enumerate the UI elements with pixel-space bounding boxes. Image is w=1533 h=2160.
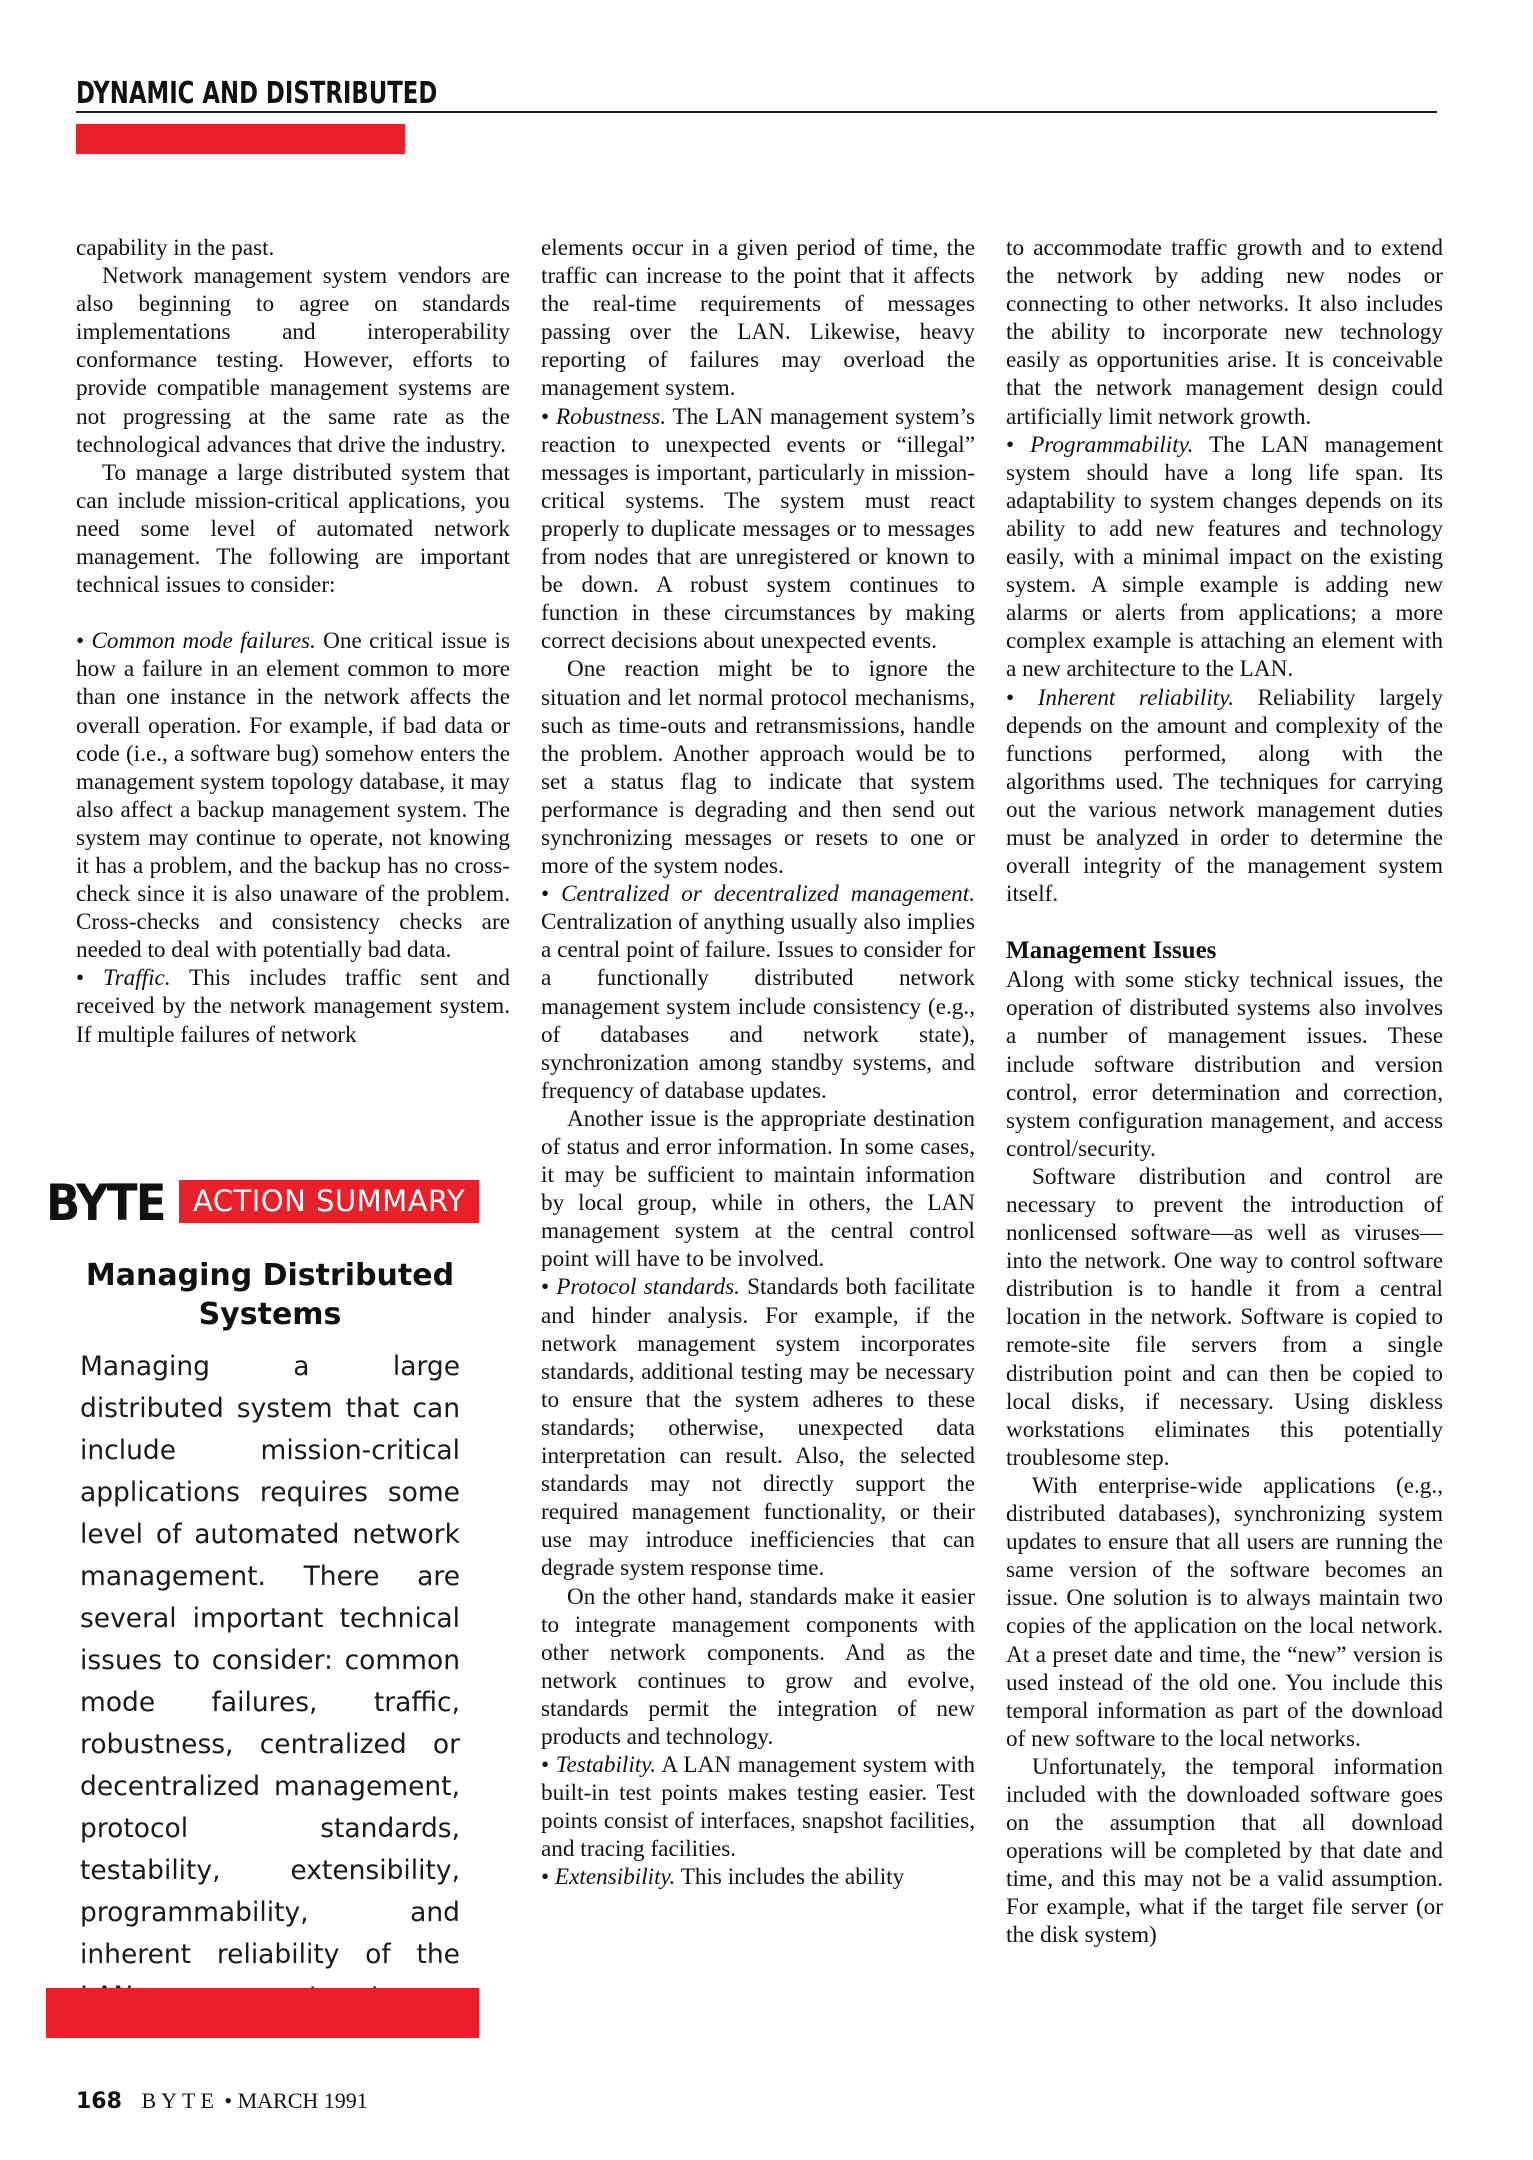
bullet-title: Testability. xyxy=(555,1752,657,1779)
section-heading: Management Issues xyxy=(1006,937,1217,965)
paragraph: Another issue is the appropriate destination of status and error information. In some cases, it may be sufficient to maintain information by local group, while in others, the LAN management system at the central control point will have to be involved. xyxy=(541,1105,975,1273)
bullet-protocol-standards: • Protocol standards. Standards both facilitate and hinder analysis. For example, if the network management system incorporates standards, additional testing may be necessary to ensure that the system adheres to these standards; otherwise, unexpected data interpretation can result. Also, the selected standards may not directly support the required management functionality, or their use may introduce inefficiencies that can degrade system response time. xyxy=(541,1274,975,1582)
bullet-title: Robustness. xyxy=(555,403,667,430)
issue-date: MARCH 1991 xyxy=(237,2088,368,2113)
paragraph: To manage a large distributed system that can include mission-critical applications, you need some level of automated network management. The following are important technical issues to consider: xyxy=(76,459,510,599)
action-summary-badge: ACTION SUMMARY xyxy=(179,1180,479,1223)
bullet-extensibility: • Extensibility. This includes the ability xyxy=(541,1864,905,1891)
bullet-traffic: • Traffic. This includes traffic sent and received by the network management system. If multiple failures of network xyxy=(76,965,510,1048)
bullet-testability: • Testability. A LAN management system with built-in test points makes testing easier. Test points consist of interfaces, snapshot facilities, and tracing facilities. xyxy=(541,1752,976,1863)
bullet-title: Programmability. xyxy=(1030,431,1194,458)
section-header: DYNAMIC AND DISTRIBUTED xyxy=(76,76,438,111)
paragraph: Network management system vendors are also beginning to agree on standards implementations and interoperability conformance testing. However, efforts to provide compatible management systems are not progressing at the same rate as the technological advances that drive the industry. xyxy=(76,263,510,458)
bullet-text: The LAN management system should have a long life span. Its adaptability to system changes depends on its ability to add new features and technology easily, with a minimal impact on the existing system. A simple example is adding new alarms or alerts from applications; a more complex example is attaching an element with a new architecture to the LAN. xyxy=(1006,431,1444,683)
bullet-common-mode-failures: • Common mode failures. One critical issue is how a failure in an element common to more than one instance in the network affects the overall operation. For example, if bad data or code (i.e., a software bug) somehow enters the management system topology database, it may also affect a backup management system. The system may continue to operate, not knowing it has a problem, and the backup has no cross-check since it is also unaware of the problem. Cross-checks and consistency checks are needed to deal with potentially bad data. xyxy=(76,628,510,964)
bullet-text: The LAN management system’s reaction to unexpected events or “illegal” messages is important, particularly in mission-critical systems. The system must react properly to duplicate messages or to messages from nodes that are unregistered or known to be down. A robust system continues to function in these circumstances by making correct decisions about unexpected events. xyxy=(541,403,976,655)
bullet-title: Centralized or decentralized management. xyxy=(561,881,975,908)
paragraph: capability in the past. xyxy=(76,235,275,261)
footer-separator: • xyxy=(224,2088,233,2113)
paragraph: elements occur in a given period of time, the traffic can increase to the point that it affects the real-time requirements of messages passing over the LAN. Likewise, heavy reporting of failures may overload the management system. xyxy=(541,235,975,402)
summary-accent-bar xyxy=(46,1988,479,2038)
paragraph: With enterprise-wide applications (e.g., distributed databases), synchronizing system updates to ensure that all users are running the same version of the software becomes an issue. One solution is to always maintain two copies of the application on the local network. At a preset date and time, the “new” version is used instead of the old one. You include this temporal information as part of the download of new software to the local networks. xyxy=(1006,1472,1443,1752)
magazine-name: BYTE xyxy=(141,2088,219,2113)
bullet-title: Common mode failures. xyxy=(91,628,316,655)
summary-title: Managing Distributed Systems xyxy=(85,1258,455,1332)
paragraph: One reaction might be to ignore the situation and let normal protocol mechanisms, such as time-outs and retransmissions, handle the problem. Another approach would be to set a status flag to indicate that system performance is degrading and then send out synchronizing messages or resets to one or more of the system nodes. xyxy=(541,656,975,880)
page-footer xyxy=(76,2088,368,2114)
bullet-text: Standards both facilitate and hinder analysis. For example, if the network management system incorporates standards, additional testing may be necessary to ensure that the system adheres to these standards; otherwise, unexpected data interpretation can result. Also, the selected standards may not directly support the required management functionality, or their use may introduce inefficiencies that can degrade system response time. xyxy=(541,1274,975,1582)
paragraph: to accommodate traffic growth and to extend the network by adding new nodes or connecting to other networks. It also includes the ability to incorporate new technology easily as opportunities arise. It is conceivable that the network management design could artificially limit network growth. xyxy=(1006,235,1443,430)
paragraph: Software distribution and control are necessary to prevent the introduction of nonlicensed software—as well as viruses—into the network. One way to control software distribution is to handle it from a central location in the network. Software is copied to remote-site file servers from a single distribution point and can then be copied to local disks, if necessary. Using diskless workstations eliminates this potentially troublesome step. xyxy=(1006,1163,1443,1471)
bullet-text: One critical issue is how a failure in an element common to more than one instance in the network affects the overall operation. For example, if bad data or code (i.e., a software bug) somehow enters the management system topology database, it may also affect a backup management system. The system may continue to operate, not knowing it has a problem, and the backup has no cross-check since it is also unaware of the problem. Cross-checks and consistency checks are needed to deal with potentially bad data. xyxy=(76,628,510,964)
summary-body: Managing a large distributed system that can include mission-critical applications requires some level of automated network management. There are several important technical issues to consider: common mode failures, traffic, robustness, centralized or decentralized management, protocol standards, testability, extensibility, programmability, and inherent reliability of the xyxy=(80,1351,460,1970)
page-number: 168 xyxy=(76,2089,122,2114)
paragraph: Unfortunately, the temporal information included with the downloaded software goes on the assumption that all download operations will be completed by that date and time, and this may not be a valid assumption. For example, what if the target file server (or the disk system) xyxy=(1006,1753,1443,1949)
byte-logo: BYTE xyxy=(46,1174,165,1232)
column-1 xyxy=(76,234,510,1049)
header-rule xyxy=(76,111,1437,113)
bullet-robustness: • Robustness. The LAN management system’s reaction to unexpected events or “illegal” messages is important, particularly in mission-critical systems. The system must react properly to duplicate messages or to messages from nodes that are unregistered or known to be down. A robust system continues to function in these circumstances by making correct decisions about unexpected events. xyxy=(541,403,976,655)
bullet-programmability: • Programmability. The LAN management system should have a long life span. Its adaptability to system changes depends on its ability to add new features and technology easily, with a minimal impact on the existing system. A simple example is adding new alarms or alerts from applications; a more complex example is attaching an element with a new architecture to the LAN. xyxy=(1006,431,1444,683)
header-accent-bar xyxy=(76,124,405,154)
bullet-text: This includes the ability xyxy=(675,1864,905,1891)
bullet-title: Inherent reliability. xyxy=(1037,684,1235,711)
paragraph: Along with some sticky technical issues, the operation of distributed systems also involves a number of management issues. These include software distribution and version control, error determination and correction, system configuration management, and access control/security. xyxy=(1006,967,1443,1162)
column-3 xyxy=(1006,234,1443,1950)
bullet-text: Reliability largely depends on the amount and complexity of the functions performed, along with the algorithms used. The techniques for carrying out the various network management duties must be analyzed in order to determine the overall integrity of the management system itself. xyxy=(1006,684,1444,908)
bullet-inherent-reliability: • Inherent reliability. Reliability largely depends on the amount and complexity of the functions performed, along with the algorithms used. The techniques for carrying out the various network management duties must be analyzed in order to determine the overall integrity of the management system itself. xyxy=(1006,684,1444,908)
bullet-text: This includes traffic sent and received by the network management system. If multiple failures of network xyxy=(76,965,510,1048)
bullet-text: Centralization of anything usually also implies a central point of failure. Issues to consider for a functionally distributed network management system include consistency (e.g., of databases and network state), synchronization among standby systems, and frequency of database updates. xyxy=(541,909,975,1104)
bullet-title: Traffic. xyxy=(102,965,171,992)
bullet-title: Protocol standards. xyxy=(556,1274,740,1301)
bullet-title: Extensibility. xyxy=(554,1864,676,1891)
paragraph: On the other hand, standards make it easier to integrate management components with other network components. And as the network continues to grow and evolve, standards permit the integration of new products and technology. xyxy=(541,1583,975,1750)
bullet-text: A LAN management system with built-in test points makes testing easier. Test points consist of interfaces, snapshot facilities, and tracing facilities. xyxy=(541,1752,976,1863)
column-2 xyxy=(541,234,975,1892)
bullet-centralized: • Centralized or decentralized management. Centralization of anything usually also implies a central point of failure. Issues to consider for a functionally distributed network management system include consistency (e.g., of databases and network state), synchronization among standby systems, and frequency of database updates. xyxy=(541,881,975,1104)
